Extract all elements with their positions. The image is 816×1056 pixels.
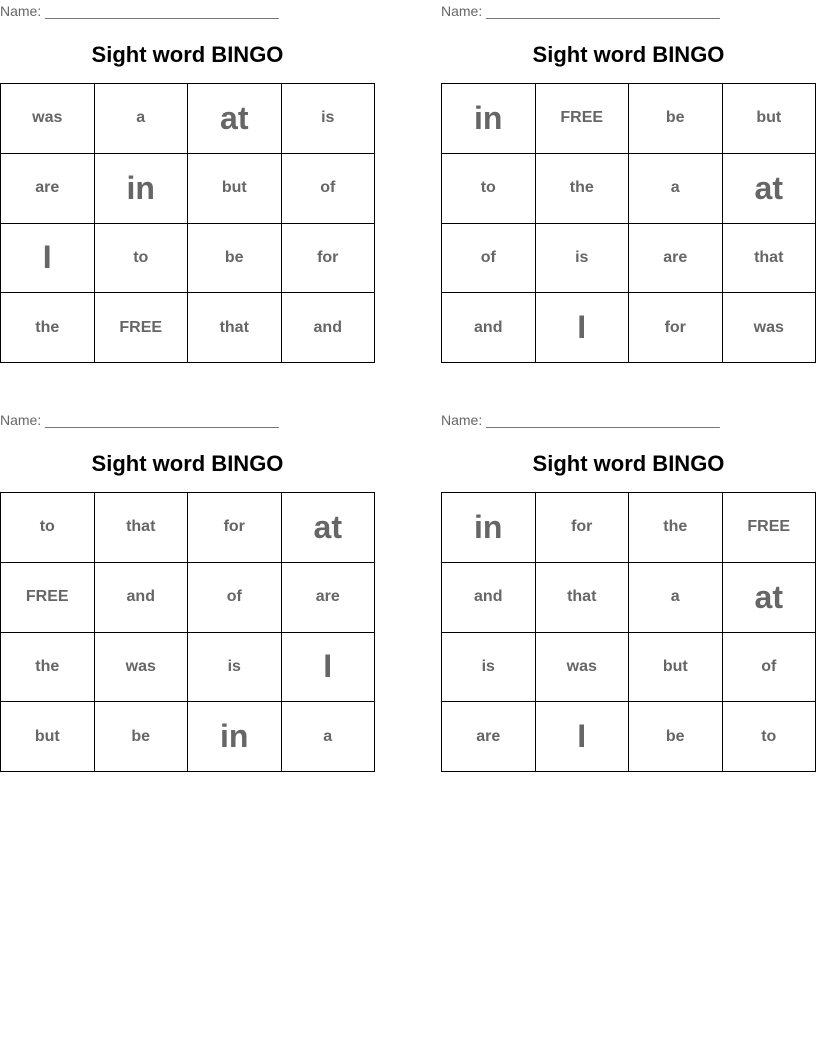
bingo-grid (441, 83, 816, 363)
bingo-cell[interactable]: that (723, 224, 816, 294)
bingo-cell[interactable]: be (95, 702, 189, 772)
bingo-cell[interactable]: of (723, 633, 816, 703)
bingo-cell[interactable]: a (95, 84, 189, 154)
bingo-cell[interactable]: was (536, 633, 630, 703)
bingo-cell[interactable]: at (282, 493, 376, 563)
bingo-cell[interactable]: a (629, 563, 723, 633)
bingo-cell[interactable]: is (188, 633, 282, 703)
card-title: Sight word BINGO (91, 42, 284, 67)
bingo-cell[interactable]: at (723, 563, 816, 633)
bingo-cell[interactable]: to (442, 154, 536, 224)
bingo-cell[interactable]: but (629, 633, 723, 703)
bingo-cell[interactable]: for (188, 493, 282, 563)
name-field-label[interactable]: Name: ______________________________ (0, 412, 279, 428)
bingo-cell[interactable]: of (188, 563, 282, 633)
bingo-cell[interactable]: but (188, 154, 282, 224)
bingo-cell[interactable]: be (188, 224, 282, 294)
bingo-cell[interactable]: for (629, 293, 723, 363)
bingo-cell[interactable]: at (188, 84, 282, 154)
bingo-cell[interactable]: that (95, 493, 189, 563)
bingo-cell[interactable]: for (536, 493, 630, 563)
bingo-cell[interactable]: to (723, 702, 816, 772)
bingo-cell[interactable]: at (723, 154, 816, 224)
bingo-cell[interactable]: are (629, 224, 723, 294)
card-title: Sight word BINGO (532, 42, 725, 67)
bingo-cell[interactable]: of (282, 154, 376, 224)
bingo-cell[interactable]: in (442, 493, 536, 563)
bingo-cell[interactable]: in (95, 154, 189, 224)
bingo-cell[interactable]: a (282, 702, 376, 772)
bingo-cell[interactable]: and (282, 293, 376, 363)
bingo-cell[interactable]: FREE (1, 563, 95, 633)
bingo-cell[interactable]: that (536, 563, 630, 633)
bingo-cell[interactable]: that (188, 293, 282, 363)
bingo-cell[interactable]: the (629, 493, 723, 563)
bingo-cell[interactable]: and (95, 563, 189, 633)
bingo-cell[interactable]: in (188, 702, 282, 772)
bingo-cell[interactable]: and (442, 293, 536, 363)
bingo-cell[interactable]: be (629, 702, 723, 772)
bingo-cell[interactable]: the (1, 633, 95, 703)
bingo-cell[interactable]: I (1, 224, 95, 294)
bingo-cell[interactable]: FREE (536, 84, 630, 154)
bingo-grid (0, 83, 375, 363)
bingo-cell[interactable]: of (442, 224, 536, 294)
bingo-cell[interactable]: the (536, 154, 630, 224)
bingo-cell[interactable]: are (1, 154, 95, 224)
bingo-cell[interactable]: was (723, 293, 816, 363)
bingo-cell[interactable]: is (536, 224, 630, 294)
bingo-cell[interactable]: is (282, 84, 376, 154)
bingo-cell[interactable]: was (1, 84, 95, 154)
bingo-cell[interactable]: are (282, 563, 376, 633)
bingo-cell[interactable]: but (1, 702, 95, 772)
bingo-grid (0, 492, 375, 772)
bingo-cell[interactable]: is (442, 633, 536, 703)
bingo-cell[interactable]: be (629, 84, 723, 154)
bingo-cell[interactable]: but (723, 84, 816, 154)
bingo-cell[interactable]: I (536, 702, 630, 772)
bingo-cell[interactable]: the (1, 293, 95, 363)
bingo-cell[interactable]: are (442, 702, 536, 772)
card-title: Sight word BINGO (532, 451, 725, 476)
bingo-cell[interactable]: I (282, 633, 376, 703)
name-field-label[interactable]: Name: ______________________________ (0, 3, 279, 19)
bingo-cell[interactable]: was (95, 633, 189, 703)
card-title: Sight word BINGO (91, 451, 284, 476)
name-field-label[interactable]: Name: ______________________________ (441, 3, 720, 19)
bingo-cell[interactable]: I (536, 293, 630, 363)
name-field-label[interactable]: Name: ______________________________ (441, 412, 720, 428)
bingo-cell[interactable]: for (282, 224, 376, 294)
bingo-cell[interactable]: FREE (95, 293, 189, 363)
bingo-grid (441, 492, 816, 772)
bingo-cell[interactable]: in (442, 84, 536, 154)
bingo-cell[interactable]: a (629, 154, 723, 224)
bingo-cell[interactable]: to (1, 493, 95, 563)
bingo-cell[interactable]: to (95, 224, 189, 294)
bingo-cell[interactable]: FREE (723, 493, 816, 563)
bingo-cell[interactable]: and (442, 563, 536, 633)
